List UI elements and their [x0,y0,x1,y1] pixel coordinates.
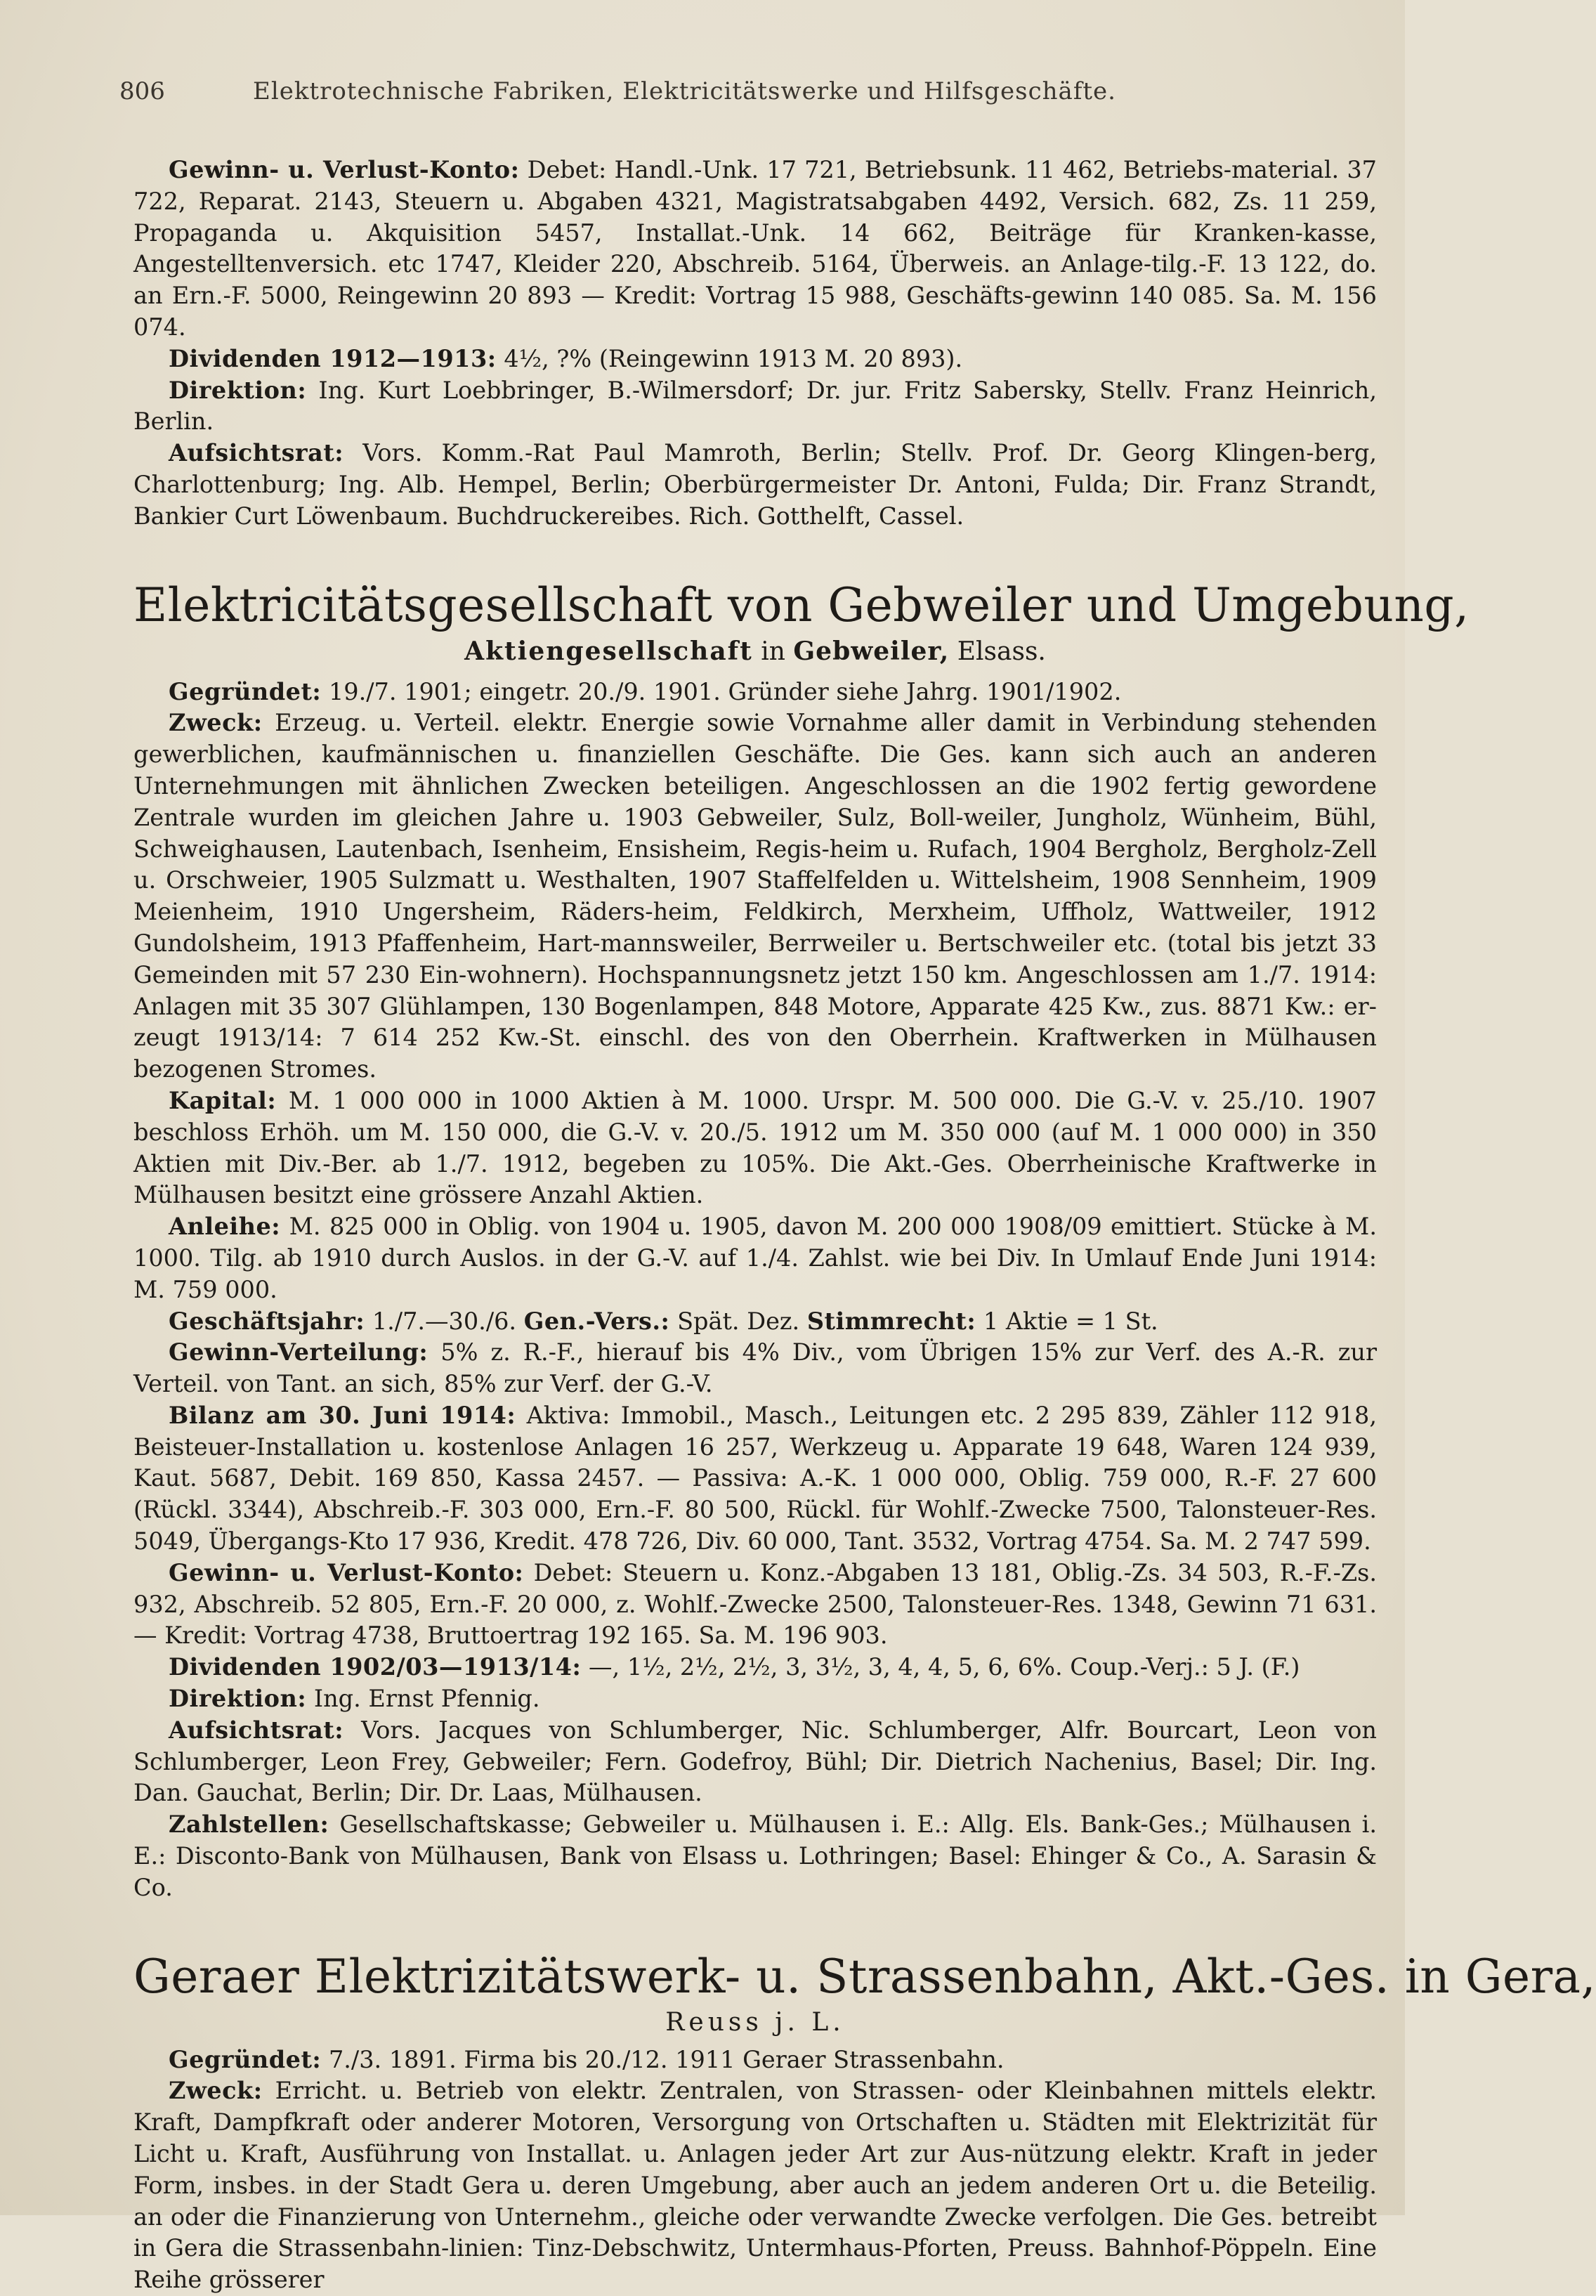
firm-subtitle-gera: Reuss j. L. [665,2007,845,2037]
entry-label: Gegründet: [169,677,322,705]
entry-text: 1./7.—30./6. [372,1307,517,1335]
entry-label: Direktion: [169,1685,307,1713]
entry-label: Anleihe: [169,1213,281,1241]
entry-text: M. 825 000 in Oblig. von 1904 u. 1905, davon M. 200 000 1908/09 emittiert. Stücke à M. 1000. Tilg. ab 1910 durch Auslos. in der G.-V. auf 1./4. Zahlst. wie bei Div. In Umlauf Ende Juni 1914: M. 759 000. [133,1213,1377,1303]
entry-label: Dividenden 1902/03—1913/14: [169,1653,582,1681]
firm-legal-form: Aktiengesellschaft [464,636,753,666]
entry-text: 7./3. 1891. Firma bis 20./12. 1911 Geraer Strassenbahn. [328,2045,1005,2073]
prev-gewinn-verlust [133,155,1377,344]
entry-label-gen-vers: Gen.-Vers.: [523,1307,670,1335]
entry-gegruendet-gera [133,2044,1377,2076]
entry-label: Gewinn- u. Verlust-Konto: [169,156,520,183]
entry-geschaeftsjahr [133,1306,1377,1338]
entry-direktion [133,1683,1377,1715]
entry-anleihe [133,1211,1377,1305]
entry-label: Direktion: [169,376,307,404]
firm-location: Gebweiler, [793,636,950,666]
entry-label: Kapital: [169,1086,277,1114]
page-number: 806 [119,77,165,105]
entry-label: Aufsichtsrat: [169,439,344,467]
entry-label: Gewinn- u. Verlust-Konto: [169,1558,524,1586]
entry-dividenden [133,1652,1377,1683]
entry-text: 19./7. 1901; eingetr. 20./9. 1901. Gründer siehe Jahrg. 1901/1902. [328,677,1122,705]
entry-text: Aktiva: Immobil., Masch., Leitungen etc. 2 295 839, Zähler 112 918, Beisteuer-Installation u. kostenlose Anlagen 16 257, Werkzeug u. Apparate 19 648, Waren 124 939, Kaut. 5687, Debit. 169 850, Kassa 2457. — Passiva: A.-K. 1 000 000, Oblig. 759 000, R.-F. 27 600 (Rückl. 3344), Abschreib.-F. 303 000, Ern.-F. 80 500, Rückl. für Wohlf.-Zwecke 7500, Talonsteuer-Res. 5049, Übergangs-Kto 17 936, Kredit. 478 726, Div. 60 000, Tant. 3532, Vortrag 4754. Sa. M. 2 747 599. [133,1401,1377,1555]
entry-text: 4½, ?% (Reingewinn 1913 M. 20 893). [504,344,963,372]
entry-aufsichtsrat [133,1715,1377,1809]
entry-label-stimmrecht: Stimmrecht: [806,1307,976,1335]
entry-zweck-gera [133,2075,1377,2296]
entry-text-stimmrecht: 1 Aktie = 1 St. [983,1307,1158,1335]
entry-text: Vors. Jacques von Schlumberger, Nic. Schlumberger, Alfr. Bourcart, Leon von Schlumberger, Leon Frey, Gebweiler; Fern. Godefroy, Bühl; Dir. Dietrich Nachenius, Basel; Dir. Ing. Dan. Gauchat, Berlin; Dir. Dr. Laas, Mülhausen. [133,1716,1377,1807]
entry-kapital [133,1085,1377,1211]
entry-gewinn-verlust [133,1558,1377,1652]
entry-text: 5% z. R.-F., hierauf bis 4% Div., vom Übrigen 15% zur Verf. des A.-R. zur Verteil. von Tant. an sich, 85% zur Verf. der G.-V. [133,1338,1377,1398]
entry-label: Zahlstellen: [169,1811,329,1839]
firm-subtitle-gebweiler [133,635,1377,668]
entry-gegruendet [133,677,1377,708]
prev-direktion [133,375,1377,438]
entry-bilanz [133,1400,1377,1558]
firm-region: Elsass. [957,637,1046,666]
firm-title-gera: Geraer Elektrizitätswerk- u. Strassenbahn, Akt.-Ges. in Gera, [133,1949,1596,2004]
entry-text: Vors. Komm.-Rat Paul Mamroth, Berlin; Stellv. Prof. Dr. Georg Klingen-berg, Charlottenburg; Ing. Alb. Hempel, Berlin; Oberbürgermeister Dr. Antoni, Fulda; Dir. Franz Strandt, Bankier Curt Löwenbaum. Buchdruckereibes. Rich. Gotthelft, Cassel. [133,439,1377,530]
entry-text: Debet: Steuern u. Konz.-Abgaben 13 181, Oblig.-Zs. 34 503, R.-F.-Zs. 932, Abschreib. 52 805, Ern.-F. 20 000, z. Wohlf.-Zwecke 2500, Talonsteuer-Res. 1348, Gewinn 71 631. — Kredit: Vortrag 4738, Bruttoertrag 192 165. Sa. M. 196 903. [133,1558,1377,1650]
entry-zahlstellen [133,1809,1377,1903]
entry-text: M. 1 000 000 in 1000 Aktien à M. 1000. Urspr. M. 500 000. Die G.-V. v. 25./10. 1907 beschloss Erhöh. um M. 150 000, die G.-V. v. 20./5. 1912 um M. 350 000 (auf M. 1 000 000) in 350 Aktien mit Div.-Ber. ab 1./7. 1912, begeben zu 105%. Die Akt.-Ges. Oberrheinische Kraftwerke in Mülhausen besitzt eine grössere Anzahl Aktien. [133,1086,1377,1209]
entry-label: Aufsichtsrat: [169,1716,344,1744]
entry-label: Gewinn-Verteilung: [169,1338,429,1366]
entry-label: Gegründet: [169,2045,322,2073]
entry-text: Erricht. u. Betrieb von elektr. Zentralen, von Strassen- oder Kleinbahnen mittels elektr. Kraft, Dampfkraft oder anderer Motoren, Versorgung von Ortschaften u. Städten mit Elektrizität für Licht u. Kraft, Ausführung von Installat. u. Anlagen jeder Art zur Aus-nützung elektr. Kraft in jeder Form, insbes. in der Stadt Gera u. deren Umgebung, aber auch an jedem anderen Ort u. die Beteilig. an oder die Finanzierung von Unternehm., gleiche oder verwandte Zwecke verfolgen. Die Ges. betreibt in Gera die Strassenbahn-linien: Tinz-Debschwitz, Untermhaus-Pforten, Preuss. Bahnhof-Pöppeln. Eine Reihe grösserer [133,2077,1377,2294]
running-head [119,77,1377,105]
entry-text: Ing. Kurt Loebbringer, B.-Wilmersdorf; Dr. jur. Fritz Sabersky, Stellv. Franz Heinrich, Berlin. [133,376,1377,436]
prev-aufsichtsrat [133,438,1377,532]
entry-label: Geschäftsjahr: [169,1307,365,1335]
entry-text: —, 1½, 2½, 2½, 3, 3½, 3, 4, 4, 5, 6, 6%. Coup.-Verj.: 5 J. (F.) [589,1653,1300,1681]
running-title: Elektrotechnische Fabriken, Elektricitätswerke und Hilfsgeschäfte. [253,77,1116,105]
entry-text: Ing. Ernst Pfennig. [313,1685,540,1713]
prev-dividenden [133,344,1377,375]
firm-title-gebweiler: Elektricitätsgesellschaft von Gebweiler und Umgebung, [133,578,1470,632]
firm-in: in [761,637,785,666]
entry-label: Zweck: [169,709,263,737]
entry-text: Erzeug. u. Verteil. elektr. Energie sowie Vornahme aller damit in Verbindung stehenden gewerblichen, kaufmännischen u. finanziellen Geschäfte. Die Ges. kann sich auch an anderen Unternehmungen mit ähnlichen Zwecken beteiligen. Angeschlossen an die 1902 fertig gewordene Zentrale wurden im gleichen Jahre u. 1903 Gebweiler, Sulz, Boll-weiler, Jungholz, Wünheim, Bühl, Schweighausen, Lautenbach, Isenheim, Ensisheim, Regis-heim u. Rufach, 1904 Bergholz, Bergholz-Zell u. Orschweier, 1905 Sulzmatt u. Westhalten, 1907 Staffelfelden u. Wittelsheim, 1908 Sennheim, 1909 Meienheim, 1910 Ungersheim, Räders-heim, Feldkirch, Merxheim, Uffholz, Wattweiler, 1912 Gundolsheim, 1913 Pfaffenheim, Hart-mannsweiler, Berrweiler u. Bertschweiler etc. (total bis jetzt 33 Gemeinden mit 57 230 Ein-wohnern). Hochspannungsnetz jetzt 150 km. Angeschlossen am 1./7. 1914: Anlagen mit 35 307 Glühlampen, 130 Bogenlampen, 848 Motore, Apparate 425 Kw., zus. 8871 Kw.: er-zeugt 1913/14: 7 614 252 Kw.-St. einschl. des von den Oberrhein. Kraftwerken in Mülhausen bezogenen Stromes. [133,709,1378,1083]
entry-zweck [133,707,1377,1085]
entry-text-gen-vers: Spät. Dez. [677,1307,800,1335]
entry-text: Debet: Handl.-Unk. 17 721, Betriebsunk. 11 462, Betriebs-material. 37 722, Reparat. 2143, Steuern u. Abgaben 4321, Magistratsabgaben 4492, Versich. 682, Zs. 11 259, Propaganda u. Akquisition 5457, Installat.-Unk. 14 662, Beiträge für Kranken-kasse, Angestelltenversich. etc 1747, Kleider 220, Abschreib. 5164, Überweis. an Anlage-tilg.-F. 13 122, do. an Ern.-F. 5000, Reingewinn 20 893 — Kredit: Vortrag 15 988, Geschäfts-gewinn 140 085. Sa. M. 156 074. [133,156,1377,341]
entry-label: Dividenden 1912—1913: [169,344,497,372]
entry-gewinn-verteilung [133,1337,1377,1400]
entry-label: Bilanz am 30. Juni 1914: [169,1401,516,1429]
entry-label: Zweck: [169,2077,263,2105]
entry-text: Gesellschaftskasse; Gebweiler u. Mülhausen i. E.: Allg. Els. Bank-Ges.; Mülhausen i. E.: Disconto-Bank von Mülhausen, Bank von Elsass u. Lothringen; Basel: Ehinger & Co., A. Sarasin & Co. [133,1811,1377,1901]
